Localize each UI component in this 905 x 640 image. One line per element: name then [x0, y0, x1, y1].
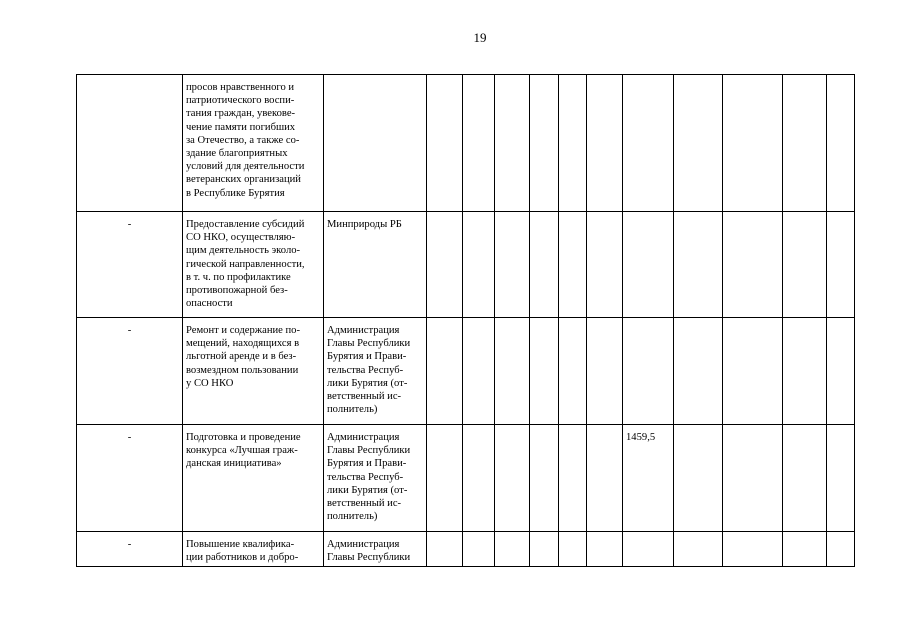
empty-cell — [495, 532, 530, 567]
text-line: СО НКО, осуществляю- — [186, 232, 296, 244]
measure-name-cell — [183, 212, 324, 318]
table-row — [77, 532, 855, 567]
empty-cell — [495, 318, 530, 425]
text-line: у СО НКО — [186, 377, 234, 389]
text-line: Администрация — [327, 432, 400, 443]
text-line: в Республике Бурятия — [186, 187, 285, 199]
text-line: конкурса «Лучшая граж- — [186, 445, 298, 457]
text-line: Бурятия и Прави- — [327, 351, 407, 363]
empty-cell — [783, 318, 827, 425]
empty-cell — [674, 318, 723, 425]
empty-cell — [723, 532, 783, 567]
text-line: Бурятия и Прави- — [327, 458, 407, 470]
text-line: возмездном пользовании — [186, 364, 299, 376]
row-number-cell — [77, 75, 183, 212]
measure-name-cell — [183, 75, 324, 212]
text-line: тания граждан, увекове- — [186, 108, 296, 120]
text-line: данская инициатива» — [186, 458, 282, 470]
empty-cell — [530, 532, 559, 567]
empty-cell — [827, 532, 855, 567]
empty-cell — [827, 75, 855, 212]
empty-cell — [674, 425, 723, 532]
page-number: 19 — [473, 30, 487, 45]
text-line: ветственный ис- — [327, 391, 402, 403]
empty-cell — [495, 75, 530, 212]
empty-cell — [530, 318, 559, 425]
text-line: мещений, находящихся в — [186, 338, 300, 350]
empty-cell — [587, 75, 623, 212]
text-line: опасности — [186, 298, 233, 310]
empty-cell — [783, 425, 827, 532]
empty-cell — [530, 425, 559, 532]
empty-cell — [674, 532, 723, 567]
empty-cell — [559, 75, 587, 212]
text-line: ветеранских организаций — [186, 174, 301, 186]
empty-cell — [827, 212, 855, 318]
empty-cell — [723, 425, 783, 532]
row-number-cell: - — [77, 318, 183, 425]
text-line: в т. ч. по профилактике — [186, 271, 291, 283]
executor-cell — [324, 425, 427, 532]
program-table — [76, 74, 855, 567]
text-line: чение памяти погибших — [186, 121, 296, 133]
text-line: полнитель) — [327, 404, 378, 416]
empty-cell — [559, 425, 587, 532]
text-line: лики Бурятия (от- — [327, 377, 408, 389]
empty-cell — [530, 212, 559, 318]
text-line: Главы Республики — [327, 445, 411, 457]
measure-name-cell — [183, 318, 324, 425]
empty-cell — [587, 425, 623, 532]
text-line: ции работников и добро- — [186, 552, 299, 564]
empty-cell — [783, 75, 827, 212]
executor-cell — [324, 212, 427, 318]
empty-cell — [783, 532, 827, 567]
table-row — [77, 425, 855, 532]
empty-cell — [559, 532, 587, 567]
empty-cell — [427, 425, 463, 532]
empty-cell — [559, 212, 587, 318]
funding-value-cell — [623, 532, 674, 567]
executor-cell — [324, 318, 427, 425]
empty-cell — [587, 532, 623, 567]
text-line: полнитель) — [327, 511, 378, 523]
empty-cell — [559, 318, 587, 425]
text-line: просов нравственного и — [186, 82, 295, 93]
text-line: Администрация — [327, 539, 400, 550]
text-line: патриотического воспи- — [186, 95, 295, 107]
empty-cell — [827, 425, 855, 532]
text-line: тельства Респуб- — [327, 364, 404, 376]
text-line: условий для деятельности — [186, 161, 305, 173]
text-line: лики Бурятия (от- — [327, 484, 408, 496]
text-line: Предоставление субсидий — [186, 219, 305, 230]
measure-name-cell — [183, 532, 324, 567]
empty-cell — [723, 318, 783, 425]
text-line: Повышение квалифика- — [186, 539, 295, 550]
executor-cell — [324, 532, 427, 567]
empty-cell — [427, 75, 463, 212]
empty-cell — [723, 212, 783, 318]
text-line: щим деятельность эколо- — [186, 245, 301, 257]
text-line: Главы Республики — [327, 552, 411, 564]
text-line: Подготовка и проведение — [186, 432, 301, 443]
funding-value-cell: 1459,5 — [623, 425, 674, 532]
row-number-cell: - — [77, 425, 183, 532]
row-number-cell: - — [77, 532, 183, 567]
empty-cell — [427, 212, 463, 318]
measure-name-cell — [183, 425, 324, 532]
text-line: противопожарной без- — [186, 285, 288, 297]
text-line: гической направленности, — [186, 258, 305, 270]
funding-value-cell — [623, 318, 674, 425]
text-line: Главы Республики — [327, 338, 411, 350]
table-row — [77, 75, 855, 212]
funding-value-cell — [623, 212, 674, 318]
text-line: Ремонт и содержание по- — [186, 325, 301, 336]
row-number-cell: - — [77, 212, 183, 318]
text-line: льготной аренде и в без- — [186, 351, 297, 363]
empty-cell — [463, 75, 495, 212]
table-row — [77, 212, 855, 318]
empty-cell — [587, 318, 623, 425]
empty-cell — [463, 532, 495, 567]
empty-cell — [495, 425, 530, 532]
text-line: тельства Респуб- — [327, 471, 404, 483]
empty-cell — [827, 318, 855, 425]
empty-cell — [674, 75, 723, 212]
text-line: ветственный ис- — [327, 498, 402, 510]
text-line: Администрация — [327, 325, 400, 336]
text-line: Минприроды РБ — [327, 219, 402, 230]
text-line: за Отечество, а также со- — [186, 134, 300, 146]
empty-cell — [723, 75, 783, 212]
empty-cell — [530, 75, 559, 212]
empty-cell — [674, 212, 723, 318]
empty-cell — [587, 212, 623, 318]
funding-value-cell — [623, 75, 674, 212]
executor-cell — [324, 75, 427, 212]
empty-cell — [463, 212, 495, 318]
empty-cell — [427, 532, 463, 567]
empty-cell — [427, 318, 463, 425]
empty-cell — [783, 212, 827, 318]
empty-cell — [463, 318, 495, 425]
empty-cell — [463, 425, 495, 532]
table-row — [77, 318, 855, 425]
text-line: здание благоприятных — [186, 148, 288, 160]
empty-cell — [495, 212, 530, 318]
